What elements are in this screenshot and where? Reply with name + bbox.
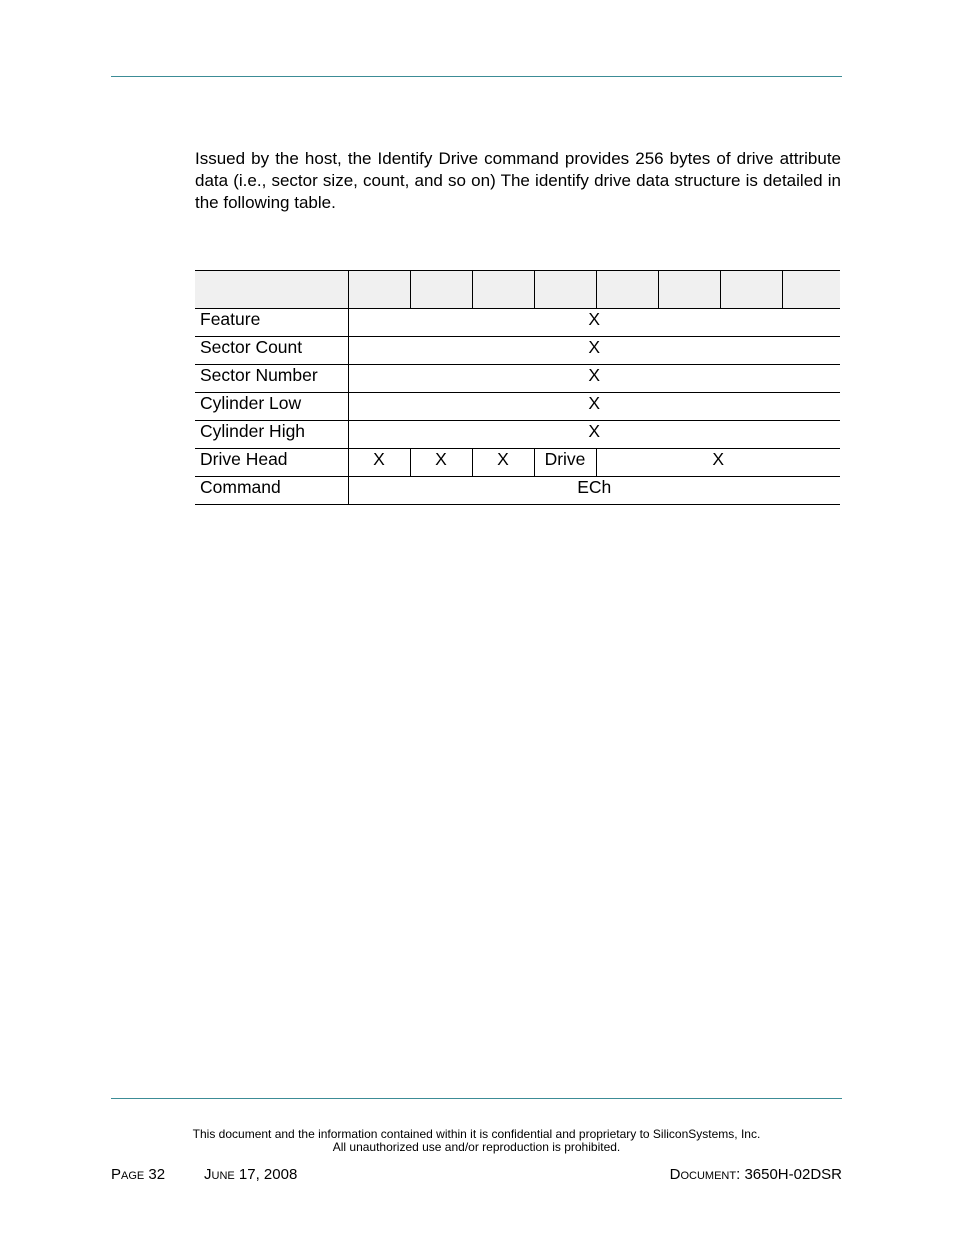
register-name: Sector Number: [195, 365, 348, 393]
bit-value: Drive: [534, 449, 596, 477]
page-number-value: 32: [148, 1166, 166, 1183]
register-value: X: [348, 309, 840, 337]
table-row: [195, 477, 840, 505]
footer-rule: [111, 1098, 842, 1099]
page-number: [111, 1166, 165, 1183]
doc-number-value: 3650H-02DSR: [744, 1166, 842, 1183]
doc-label-rest: OCUMENT: [680, 1170, 737, 1182]
register-value: X: [348, 365, 840, 393]
header-cell: [534, 271, 596, 309]
register-value: X: [348, 421, 840, 449]
page-label-rest: AGE: [121, 1170, 145, 1182]
table-header-row: [195, 271, 840, 309]
table-row: [195, 337, 840, 365]
header-rule: [111, 76, 842, 77]
header-cell: [348, 271, 410, 309]
table-row: [195, 393, 840, 421]
bit-value: X: [410, 449, 472, 477]
header-cell: [195, 271, 348, 309]
table-row: [195, 421, 840, 449]
date-month-rest: UNE: [211, 1170, 235, 1182]
register-name: Drive Head: [195, 449, 348, 477]
header-cell: [410, 271, 472, 309]
register-name: Feature: [195, 309, 348, 337]
table-row: [195, 449, 840, 477]
date-tail: 17, 2008: [238, 1166, 298, 1183]
header-cell: [720, 271, 782, 309]
table-row: [195, 365, 840, 393]
bit-value: X: [348, 449, 410, 477]
document-number: DOCUMENT: 3650H-02DSR: [669, 1166, 842, 1183]
header-cell: [472, 271, 534, 309]
register-value: X: [348, 393, 840, 421]
confidentiality-line: This document and the information contained within it is confidential and proprietary to SiliconSystems, Inc.: [192, 1127, 761, 1141]
bit-value: X: [472, 449, 534, 477]
register-name: Sector Count: [195, 337, 348, 365]
confidentiality-notice: [111, 1128, 842, 1154]
table-row: [195, 309, 840, 337]
register-name: Cylinder Low: [195, 393, 348, 421]
doc-label-initial: D: [669, 1166, 681, 1183]
register-name: Cylinder High: [195, 421, 348, 449]
header-cell: [596, 271, 658, 309]
date-initial: J: [204, 1166, 212, 1183]
register-value: ECh: [348, 477, 840, 505]
intro-paragraph: Issued by the host, the Identify Drive command provides 256 bytes of drive attribute data (i.e., sector size, count, and so on) The identify drive data structure is detailed in the following table.: [195, 149, 841, 212]
confidentiality-line: All unauthorized use and/or reproduction is prohibited.: [332, 1140, 621, 1154]
register-value: X: [348, 337, 840, 365]
register-value: X: [596, 449, 840, 477]
page-label-initial: P: [111, 1166, 122, 1183]
identify-drive-register-table: [195, 270, 840, 505]
document-date: [204, 1166, 297, 1183]
register-name: Command: [195, 477, 348, 505]
header-cell: [658, 271, 720, 309]
header-cell: [782, 271, 840, 309]
